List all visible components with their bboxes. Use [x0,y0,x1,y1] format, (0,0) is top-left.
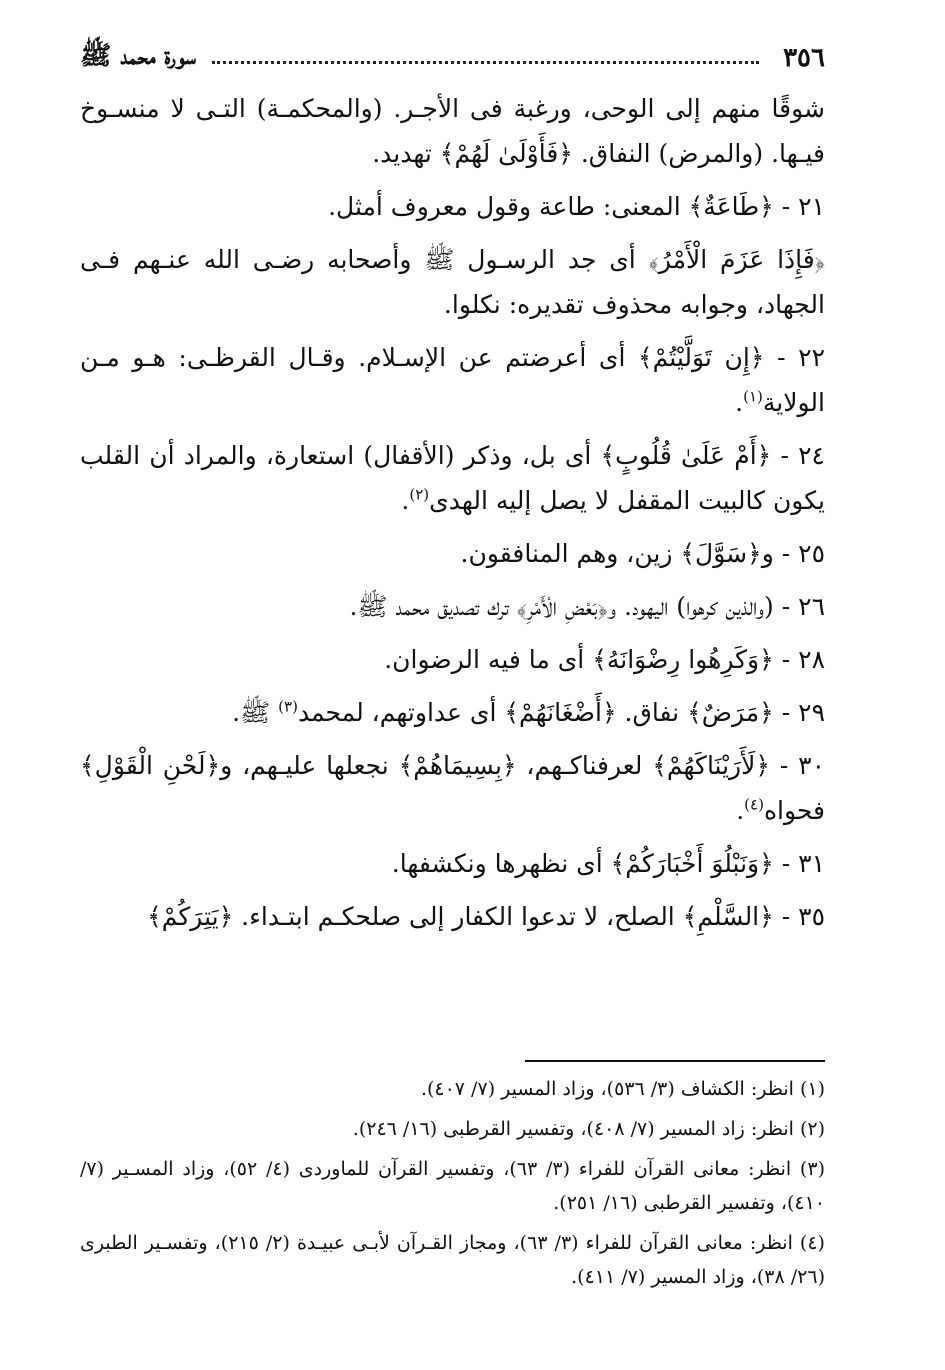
verse-note [80,584,825,629]
verse-note [80,743,825,833]
verse-number: ٣٠ - [779,751,825,780]
commentary-body [80,86,825,939]
verse-note [80,531,825,576]
paragraph-end: . [736,796,745,825]
verse-note [80,637,825,682]
verse-number: ٢٢ - [777,343,825,372]
verse-note [80,335,825,425]
paragraph-text: ﴿أَمْ عَلَىٰ قُلُوبٍ﴾ أى بل، وذكر (الأقفال) استعارة، والمراد أن القلب يكون كالبيت المقفل لا يصل إليه الهدى [80,441,825,515]
verse-number: ٢١ - [781,192,825,221]
paragraph-text: و﴿سَوَّلَ﴾ زين، وهم المنافقون. [460,539,774,568]
verse-number: ٣١ - [781,849,825,878]
footnote-ref[interactable]: (٣) [278,697,298,716]
verse-note [80,184,825,229]
verse-number: ٣٥ - [781,902,825,931]
paragraph-text: ﴿إِن تَوَلَّيْتُمْ﴾ أى أعرضتم عن الإسـلام. وقـال القرظـى: هـو مـن الولاية [80,343,825,417]
paragraph [80,86,825,176]
footnote-ref[interactable]: (٢) [409,485,430,504]
footnote: (٤) انظر: معانى القرآن للفراء (٣/ ٦٣)، ومجاز القـرآن لأبـى عبيـدة (٢/ ٢١٥)، وتفسـير الطبرى (٢٦/ ٣٨)، وزاد المسير (٧/ ٤١١). [80,1232,825,1288]
paragraph-text: ﴿لَأَرَيْنَاكَهُمْ﴾ لعرفناكـهم، ﴿بِسِيمَاهُمْ﴾ نجعلها عليـهم، و﴿لَحْنِ الْقَوْلِ﴾ فحواه [80,751,825,825]
footnote: (١) انظر: الكشاف (٣/ ٥٣٦)، وزاد المسير (٧/ ٤٠٧). [420,1078,825,1100]
footnote-ref[interactable]: (١) [743,387,763,406]
paragraph-end: . [401,486,410,515]
verse-note [80,433,825,523]
paragraph-text: ﴿مَرَضٌ﴾ نفاق. ﴿أَضْغَانَهُمْ﴾ أى عداوتهم، لمحمد [297,698,774,727]
verse-note [80,841,825,886]
verse-number: ٢٦ - [781,592,825,621]
paragraph-end: ﷺ. [232,698,279,727]
running-head [80,30,825,86]
footnote: (٢) انظر: زاد المسير (٧/ ٤٠٨)، وتفسير القرطبى (١٦/ ٢٤٦). [352,1118,825,1140]
paragraph-text: ﴿طَاعَةٌ﴾ المعنى: طاعة وقول معروف أمثل. [328,192,774,221]
paragraph-text: ﴿وَكَرِهُوا رِضْوَانَهُ﴾ أى ما فيه الرضوان. [384,645,774,674]
footnote-divider [525,1060,825,1062]
verse-number: ٢٩ - [781,698,825,727]
verse-note [80,690,825,735]
verse-number: ٢٤ - [780,441,825,470]
verse-number: ٢٨ - [781,645,825,674]
page-number: ٣٥٦ [783,43,825,73]
footnote: (٣) انظر: معانى القرآن للفراء (٣/ ٦٣)، وتفسير القرآن للماوردى (٤/ ٥٢)، وزاد المسـير (٧/ ٤١٠)، وتفسير القرطبى (١٦/ ٢٥١). [80,1158,825,1214]
verse-number: ٢٥ - [781,539,825,568]
paragraph-text: ﴿وَنَبْلُوَ أَخْبَارَكُمْ﴾ أى نظهرها ونكشفها. [391,849,774,878]
paragraph-text: شوقًا منهم إلى الوحى، ورغبة فى الأجـر. (والمحكمـة) التـى لا منسـوخ فيـها. (والمرض) النفاق. ﴿فَأَوْلَىٰ لَهُمْ﴾ تهديد. [80,94,825,168]
surah-title: سورة محمد ﷺ [80,41,196,71]
verse-note [80,894,825,939]
paragraph-text: ﴿السَّلْمِ﴾ الصلح، لا تدعوا الكفار إلى صلحكـم ابتـداء. ﴿يَتِرَكُمْ﴾ [147,902,774,931]
dotted-leader [212,61,759,64]
document-page [80,30,825,1288]
footnotes [80,1060,825,1300]
footnote-ref[interactable]: (٤) [744,795,764,814]
paragraph-text: ﴿فَإِذَا عَزَمَ الْأَمْرُ﴾ أى جد الرسـول ﷺ وأصحابه رضـى الله عنـهم فـى الجهاد، وجوابه محذوف تقديره: نكلوا. [80,245,825,319]
paragraph-end: . [735,388,744,417]
paragraph-text: (والذين كرهوا) اليهود. و﴿بَعْضِ الْأَمْرِ﴾ ترك تصديق محمد ﷺ. [349,592,774,621]
paragraph [80,237,825,327]
